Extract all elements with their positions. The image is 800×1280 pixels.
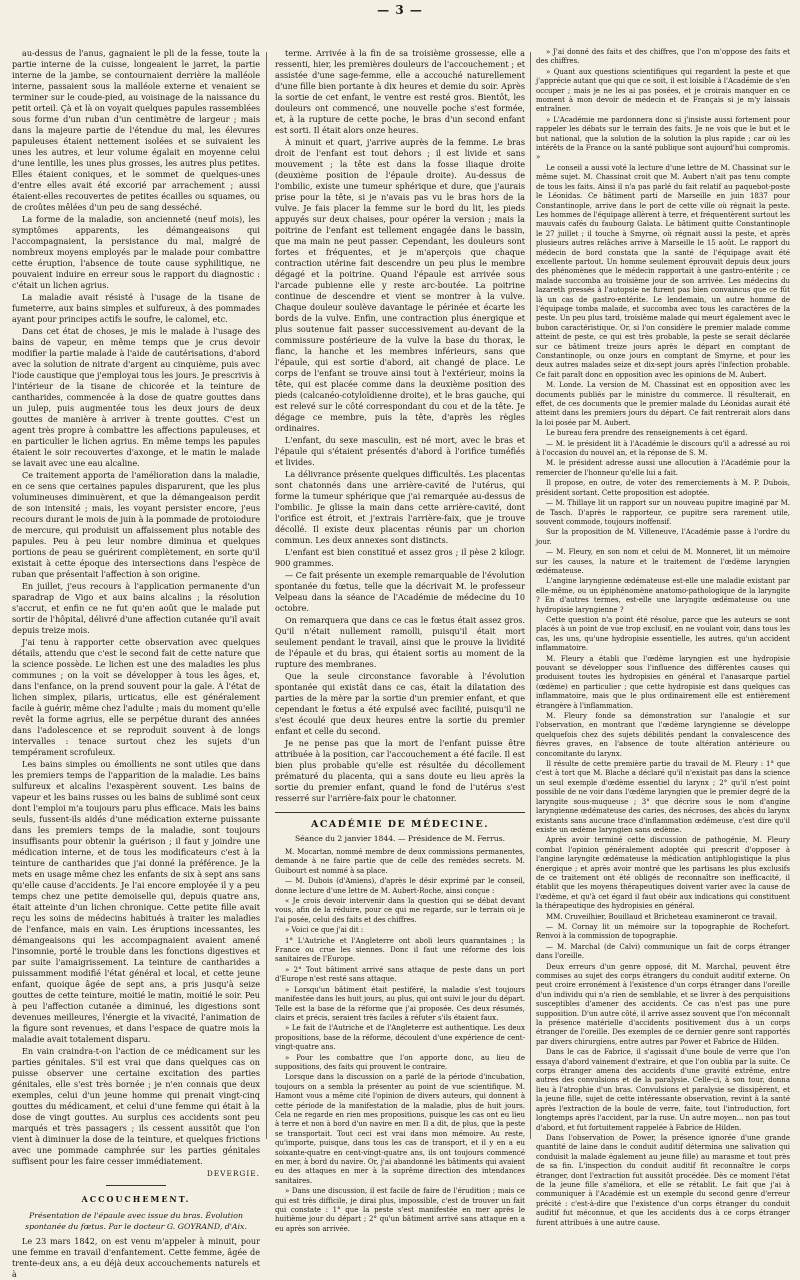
paragraph: En juillet, j'eus recours à l'application permanente d'un sparadrap de Vigo et aux bains alcalins ; la résolution s'accrut, et enfin ce ne fut qu'en août que le malade put sortir de l'hôpital, délivré d'une affection cutanée qu'il avait depuis treize mois. <box>12 581 260 635</box>
session-line: Séance du 2 janvier 1844. — Présidence de M. Ferrus. <box>294 834 506 843</box>
section-divider <box>275 812 525 813</box>
column-rule <box>266 52 267 1139</box>
paragraph: — Ce fait présente un exemple remarquable de l'évolution spontanée du fœtus, telle que la décrivait M. le professeur Velpeau dans la séance de l'Académie de médecine du 10 octobre. <box>275 570 525 613</box>
paragraph: Dans cet état de choses, je mis le malade à l'usage des bains de vapeur, en même temps que je crus devoir modifier la partie malade à l'aide de cautérisations, d'abord avec la solution de nitrate d'argent au cinquième, puis avec l'iode caustique que j'employai tous les jours. Je prescrivis à l'intérieur de la tisane de chicorée et la teinture de cantharides, commencée à la dose de quatre gouttes dans un julep, puis augmentée tous les deux jours de deux gouttes de manière à arriver à trente gouttes. C'est un agent très propre à combattre les affections papuleuses, et en particulier le lichen agrius. En même temps les papules étaient le soir recouvertes d'axonge, et le matin le malade se lavait avec une eau alcaline. <box>12 326 260 468</box>
paragraph: M. Fleury fonde sa démonstration sur l'analogie et sur l'observation, en montrant que l'œdème laryngienne se développe quelquefois chez des sujets débilités pendant la convalescence des fièvres graves, en l'absence de toute altération antérieure ou concomitante du larynx. <box>536 712 790 758</box>
section-heading: ACCOUCHEMENT. <box>81 1194 191 1204</box>
paragraph: En vain craindra-t-on l'action de ce médicament sur les parties génitales. S'il est vrai que dans quelques cas on puisse observer une certaine excitation des parties génitales, elle s'est très bornée ; je n'en connais que deux exemples, celui d'un jeune homme qui prenait vingt-cinq gouttes du médicament, et celui d'une femme qui était à la dose de vingt gouttes. Au surplus ces accidents sont peu marqués et très passagers ; ils cessent aussitôt que l'on vient à diminuer la dose de la teinture, et quelques frictions avec une pommade camphrée sur les parties génitales suffisent pour les faire cesser immédiatement. <box>12 1046 260 1166</box>
paragraph: M. Londe. La version de M. Chassinat est en opposition avec les documents publiés par le ministre du commerce. Il résulterait, en effet, de ces documents que le premier malade du Léonidas aurait été atteint dans les premiers jours du départ. Ce fait rentrerait alors dans la loi posée par M. Aubert. <box>536 381 790 427</box>
paragraph: « Je crois devoir intervenir dans la question qui se débat devant vous, afin de la réduire, pour ce qui me regarde, sur le terrain où je l'ai posée, celui des faits et des chiffres. <box>275 897 525 924</box>
paragraph: — M. Dubois (d'Amiens), d'après le désir exprimé par le conseil, donne lecture d'une lettre de M. Aubert-Roche, ainsi conçue : <box>275 877 525 895</box>
paragraph: » Quant aux questions scientifiques qui regardent la peste et que j'apprécie autant que qui que ce soit, il est loisible à l'Académie de s'en occuper ; mais je ne les ai pas posées, et je croirais manquer en ce moment à mon devoir de médecin et de Français si je m'y laissais entraîner. <box>536 67 790 114</box>
paragraph: Lorsque dans la discussion on a parlé de la période d'incubation, toujours on a sembla la présenter au point de vue scientifique. M. Hamont vous a même cité l'opinion de divers auteurs, qui donnent à cette période de la manifestation de la maladie, plus de huit jours. Cela ne regarde en rien mes propositions, puisque les cas ont eu lieu à terre et non à bord d'un navire en mer. Il a dit, de plus, que la peste se transportait. Tout ceci est vrai dans mon mémoire. Au reste, qu'importe, puisque, dans tous les cas de transport, et il y en a eu soixante-quatre en cent-vingt-quatre ans, ils ont toujours commencé en mer, à bord du navire. Or, j'ai abandonné les bâtiments qui avaient eu des attaques en mer à la suprême direction des intendances sanitaires. <box>275 1073 525 1185</box>
paragraph: — M. Fleury, en son nom et celui de M. Monneret, lit un mémoire sur les causes, la nature et le traitement de l'œdème laryngien œdémateuse. <box>536 548 790 575</box>
paragraph: Il propose, en outre, de voter des remerciements à M. P. Dubois, président sortant. Cette proposition est adoptée. <box>536 479 790 497</box>
column-rule <box>530 52 531 1139</box>
paragraph: La délivrance présente quelques difficultés. Les placentas sont chatonnés dans une arrière-cavité de l'utérus, qui forme la tumeur sphérique que j'ai remarquée au-dessus de l'ombilic. Je glisse la main dans cette arrière-cavité, dont l'orifice est étroit, et j'extrais l'arrière-faix, que je trouve décollé. Il existe deux placentas réunis par un chorion commun. Les deux annexes sont distincts. <box>275 469 525 545</box>
paragraph: Il résulte de cette première partie du travail de M. Fleury : 1° que c'est à tort que M. Blache a déclaré qu'il n'existait pas dans la science un seul exemple d'œdème essentiel du larynx ; 2° qu'il n'est point possible de ne voir dans l'œdème laryngien que le premier degré de la laryngite sous-muqueuse ; 3° que décrire sous le nom d'angine laryngienne œdémateuse des caries, des nécroses, des abcès du larynx existants sans aucune trace d'inflammation œdémeuse, c'est dire qu'il existe un œdème laryngien sans œdème. <box>536 760 790 834</box>
paragraph: J'ai tenu à rapporter cette observation avec quelques détails, attendu que c'est le second fait de cette nature que la science possède. Le lichen est une des maladies les plus communes ; on la voit se développer à tous les âges, et, dans l'enfance, on la prend souvent pour la gale. À l'état de lichen simplex, pilaris, urticatus, elle est généralement facile à guérir, même chez l'adulte ; mais du moment qu'elle revêt la forme agrius, elle se perpétue durant des années dans l'adolescence et se reproduit souvent à de longs intervalles : tenace surtout chez les sujets d'un tempérament scrofuleux. <box>12 637 260 757</box>
column-3 <box>536 48 790 1227</box>
column-1 <box>12 48 261 1279</box>
paragraph: Après avoir terminé cette discussion de pathogénie, M. Fleury combat l'opinion généralement adoptée qui prescrit d'opposer à l'angine laryngite œdémateuse la médication antiphlogistique la plus énergique ; et après avoir montré que les partisans les plus exclusifs de ce traitement ont été obligés de reconnaître son inefficacité, il établit que les moyens thérapeutiques doivent varier avec la cause de l'œdème, et qu'à cet égard il faut obéir aux indications qui constituent la thérapeutique des hydropisies en général. <box>536 836 790 911</box>
section-divider <box>106 1185 166 1186</box>
paragraph: Je ne pense pas que la mort de l'enfant puisse être attribuée à la position, car l'accouchement a été facile. Il est bien plus probable qu'elle est résultée du décollement prématuré du placenta, qui a sans doute eu lieu après la sortie du premier enfant, quand le fond de l'utérus s'est resserré sur l'arrière-faix pour le chatonner. <box>275 738 525 803</box>
paragraph: On remarquera que dans ce cas le fœtus était assez gros. Qu'il n'était nullement ramolli, puisqu'il était mort seulement pendant le travail, ainsi que le prouve la lividité de l'épaule et du bras, qui étaient sortis au moment de la rupture des membranes. <box>275 615 525 669</box>
paragraph: » J'ai donné des faits et des chiffres, que l'on m'oppose des faits et des chiffres. <box>536 48 790 66</box>
paragraph: Les bains simples ou émollients ne sont utiles que dans les premiers temps de l'apparition de la maladie. Les bains sulfureux et alcalins l'exaspèrent souvent. Les bains de vapeur et les bains russes ou les bains de sublimé sont ceux dont l'emploi m'a toujours paru plus efficace. Mais les bains seuls, fussent-ils aidés d'une médication externe puissante dans les premiers temps de la maladie, sont toujours insuffisants pour obtenir la guérison ; il faut y joindre une médication interne, et de tous les modificateurs c'est à la teinture de cantharides que j'ai donné la préférence. Je la mets en usage même chez les enfants de six à sept ans sans qu'elle cause d'accidents. Je l'ai encore employée il y a peu temps chez une petite demoiselle qui, depuis quatre ans, était atteinte d'un lichen chronique. Cette petite fille avait reçu les soins de médecins habitués à traiter les maladies de l'enfance, mais en vain. Les éruptions incessantes, les démangeaisons qui les accompagnaient avaient amené l'insomnie, porté le trouble dans les fonctions digestives et par suite l'amaigrissement. La teinture de cantharides a puissamment modifié l'état général et local, et cette jeune enfant, quoique âgée de sept ans, a pris jusqu'à seize gouttes de cette teinture, moitié le matin, moitié le soir. Peu à peu l'affection cutanée a diminué, les digestions sont devenues meilleures, l'énergie et la vivacité, l'animation de la figure sont revenues, et dans l'espace de quatre mois la maladie avait totalement disparu. <box>12 759 260 1044</box>
paragraph: Dans le cas de Fabrice, il s'agissait d'une boule de verre que l'on essaya d'abord vainement d'extraire, et que l'on oublia par la suite. Ce corps étranger amena des accidents d'une gravité extrême, entre autres des convulsions et de la paralysie. Celle-ci, à son tour, donna lieu à l'atrophie d'un bras. Convulsions et paralysie se dissipèrent, et la jeune fille, sujet de cette intéressante observation, revint à la santé après l'extraction de la boule de verre, faite, tout l'introduction, fort longtemps après l'accident, par la ruse. Un autre moyen... non pas tout d'abord, et fut fortuitement rappelée à Fabrice de Hilden. <box>536 1048 790 1132</box>
article-subtitle: Présentation de l'épaule avec issue du bras. Évolution spontanée du fœtus. Par le docteur G. GOYRAND, d'Aix. <box>25 1211 247 1231</box>
paragraph: » L'Académie me pardonnera donc si j'insiste aussi fortement pour rappeler les débats sur le terrain des faits. Je ne vois que le but et le but national, que la solution de la solution la plus rapide ; car où les intérêts de la France ou la santé publique sont aujourd'hui compromis. » <box>536 115 790 162</box>
paragraph: Cette question n'a point été résolue, parce que les auteurs se sont placés à un point de vue trop exclusif, en ne voulant voir, dans tous les cas, les uns, qu'une hydropisie essentielle, les autres, qu'un accident inflammatoire. <box>536 615 790 653</box>
paragraph: Le 23 mars 1842, on est venu m'appeler à minuit, pour une femme en travail d'enfantement. Cette femme, âgée de trente-deux ans, a eu déjà deux accouchements naturels et à <box>12 1236 260 1279</box>
paragraph: La forme de la maladie, son ancienneté (neuf mois), les symptômes apparents, les démangeaisons qui l'accompagnaient, la persistance du mal, malgré de nombreux moyens employés par le malade pour combattre cette éruption, l'absence de toute cause syphilitique, ne pouvaient induire en erreur sous le rapport du diagnostic : c'était un lichen agrius. <box>12 214 260 290</box>
paragraph: L'enfant, du sexe masculin, est né mort, avec le bras et l'épaule qui s'étaient présentés d'abord à l'orifice tuméfiés et livides. <box>275 435 525 467</box>
paragraph: au-dessus de l'anus, gagnaient le pli de la fesse, toute la partie interne de la cuisse, longeaient le jarret, la partie interne de la jambe, se contournaient derrière la malléole interne, passaient sous la malléole externe et venaient se terminer sur le coude-pied, au voisinage de la naissance du petit orteil. Çà et là on voyait quelques papules rassemblées sous forme d'un ruban d'un centimètre de largeur ; mais dans la majeure partie de l'étendue du mal, les élevures papuleuses étaient nettement isolées et se suivaient les unes les autres, et leur volume égalait en moyenne celui d'une lentille, les unes plus grosses, les autres plus petites. Elles étaient coniques, et le sommet de quelques-unes d'entre elles avait été excorié par arrachement ; aussi étaient-elles recouvertes de petites écailles ou squames, ou de croûtes mêlées d'un peu de sang desséché. <box>12 48 261 212</box>
paragraph: MM. Cruveilhier, Bouillaud et Bricheteau examineront ce travail. <box>546 912 778 921</box>
paragraph: M. Fleury a établi que l'œdème laryngien est une hydropisie pouvant se développer sous l'influence des différentes causes qui produisent toutes les hydropisies en général et l'anasarque partiel (œdème) en particulier ; que cette hydropisie est dans quelques cas inflammatoire, mais que le plus ordinairement elle est entièrement étrangère à l'inflammation. <box>536 654 790 710</box>
paragraph: terme. Arrivée à la fin de sa troisième grossesse, elle a ressenti, hier, les premières douleurs de l'accouchement ; et assistée d'une sage-femme, elle a accouché naturellement d'une fille bien portante à dix heures et demie du soir. Après la sortie de cet enfant, le ventre est resté gros. Bientôt, les douleurs ont commencé, une nouvelle poche s'est formée, et, à la rupture de cette poche, le bras d'un second enfant est sorti. Il était alors onze heures. <box>275 48 525 135</box>
column-2 <box>275 48 525 1233</box>
paragraph: 1° L'Autriche et l'Angleterre ont aboli leurs quarantaines ; la France ou crue les siennes. Donc il faut une réforme des lois sanitaires de l'Europe. <box>275 936 525 964</box>
paragraph: La maladie avait résisté à l'usage de la tisane de fumeterre, aux bains simples et sulfureux, à des pommades ayant pour principes actifs le soufre, le calomel, etc. <box>12 292 260 324</box>
paragraph: M. Mocartan, nommé membre de deux commissions permanentes, demande à ne faire partie que de celle des remèdes secrets. M. Guibourt est nommé à sa place. <box>275 848 525 875</box>
paragraph: L'angine laryngienne œdémateuse est-elle une maladie existant par elle-même, ou un épiphénomène anatomo-pathologique de la laryngite ? En d'autres termes, est-elle une laryngite œdémateuse ou une hydropisie laryngienne ? <box>536 577 790 614</box>
author-signature: DEVERGIE. <box>206 1169 260 1178</box>
section-heading: ACADÉMIE DE MÉDECINE. <box>310 819 490 830</box>
paragraph: Sur la proposition de M. Villeneuve, l'Académie passe à l'ordre du jour. <box>536 528 790 546</box>
paragraph: » 2° Tout bâtiment arrivé sans attaque de peste dans un port d'Europe n'est resté sans attaque. <box>275 965 525 984</box>
paragraph: À minuit et quart, j'arrive auprès de la femme. Le bras droit de l'enfant est tout dehors ; il est livide et sans mouvement ; la tête est dans la fosse iliaque droite (deuxième position de l'épaule droite). Au-dessus de l'ombilic, existe une tumeur sphérique et dure, que j'aurais prise pour la tête, si je n'avais pas vu le bras hors de la vulve. Je fais placer la femme sur le bord du lit, les pieds appuyés sur deux chaises, pour opérer la version ; mais la poitrine de l'enfant est tellement engagée dans le bassin, que ma main ne peut passer. Cependant, les douleurs sont fortes et fréquentes, et je m'aperçois que chaque contraction utérine fait descendre un peu plus le membre dégagé et la poitrine. Quand l'épaule est arrivée sous l'arcade pubienne elle y reste arc-boutée. La poitrine continue de descendre et vient se montrer à la vulve. Chaque douleur soulève davantage le périnée et écarte les bords de la vulve. Enfin, une contraction plus énergique et plus soutenue fait passer successivement au-devant de la commissure postérieure de la vulve la base du thorax, le flanc, la hanche et les membres inférieurs, sans que l'épaule, qui est sortie d'abord, ait changé de place. Le corps de l'enfant se trouve ainsi tout à l'extérieur, moins la tête, qui est placée comme dans la deuxième position des pieds (calcanéo-cotyloïdienne droite), et le bras gauche, qui est relevé sur le côté correspondant du cou et de la tête. Je dégage ce membre, puis la tête, d'après les règles ordinaires. <box>275 137 525 433</box>
paragraph: — M. le président lit à l'Académie le discours qu'il a adressé au roi à l'occasion du nouvel an, et la réponse de S. M. <box>536 439 790 458</box>
paragraph: Ce traitement apporta de l'amélioration dans la maladie, en ce sens que certaines papules disparurent, que les plus volumineuses diminuèrent, et que la démangeaison perdit de son intensité ; mais, les voyant persister encore, j'eus recours durant le mois de juin à la pommade de protoiodure de mercure, qui produisit un affaissement plus notable des papules. Peu à peu leur nombre diminua et quelques portions de peau se guérirent complètement, en sorte qu'il existait à cette époque des intersections dans l'espèce de ruban que présentait l'affection à son origine. <box>12 470 260 579</box>
paragraph: Le bureau fera prendre des renseignements à cet égard. <box>546 429 748 438</box>
page-number: — 3 — <box>377 3 423 17</box>
paragraph: — M. Marchal (de Calvi) communique un fait de corps étranger dans l'oreille. <box>536 942 790 961</box>
paragraph: Deux erreurs d'un genre opposé, dit M. Marchal, peuvent être commises au sujet des corps étrangers du conduit auditif externe. On peut croire erronément à l'existence d'un corps étranger dans l'oreille d'un individu qui n'a rien de semblable, et se livrer à des perquisitions susceptibles d'amener des accidents. Ce cas n'est pas une pure supposition. D'un autre côté, il arrive assez souvent que l'on méconnaît la présence matérielle d'accidents positivement dus à un corps étranger de l'oreille. Des exemples de ce dernier genre sont rapportés par divers chirurgiens, entre autres par Power et Fabrice de Hilden. <box>536 962 790 1046</box>
paragraph: Dans l'observation de Power, la présence ignorée d'une grande quantité de laine dans le conduit auditif détermina une salivation qui conduisit la malade également au jeune fille) au marasme et tout près de sa fin. L'inspection du conduit auditif fit reconnaître le corps étranger, dont l'extraction fut aussitôt procédée. Dès ce moment l'état de la jeune fille s'améliora, et elle se rétablit. Le fait que j'ai à communiquer à l'Académie est un exemple du second genre d'erreur précité : c'est-à-dire que l'existence d'un corps étranger du conduit auditif fut méconnue, et que les accidents dus à ce corps étranger furent attribués à une autre cause. <box>536 1133 790 1227</box>
paragraph: Que la seule circonstance favorable à l'évolution spontanée qui existât dans ce cas, était la dilatation des parties de la mère par la sortie d'un premier enfant, et que cependant le fœtus a été expulsé avec facilité, puisqu'il ne s'est écoulé que deux heures entre la sortie du premier enfant et celle du second. <box>275 671 525 736</box>
paragraph: » Voici ce que j'ai dit : <box>285 926 364 935</box>
paragraph: L'enfant est bien constitué et assez gros ; il pèse 2 kilogr. 900 grammes. <box>275 547 525 568</box>
paragraph: Le conseil a aussi voté la lecture d'une lettre de M. Chassinat sur le même sujet. M. Chassinat croit que M. Aubert n'ait pas tenu compte de tous les faits. Ainsi il n'a pas parlé du fait relatif au paquebot-poste le Léonidas. Ce bâtiment parti de Marseille en juin 1837 pour Constantinople, arrive dans le port de cette ville où régnait la peste. Les hommes de l'équipage allèrent à terre, et fréquentèrent surtout les mauvais cafés du faubourg Galata. Le bâtiment quitte Constantinople le 27 juillet ; il touche à Smyrne, où régnait aussi la peste, et après plusieurs autres relâches arrive à Marseille le 15 août. Le rapport du médecin de bord constata que la santé de l'équipage avait été excellente partout. Un homme seulement éprouvait depuis deux jours des phénomènes que le médecin rapportait à une gastro-entérite ; ce malade succomba au troisième jour de son arrivée. Les médecins du lazareth pressés à l'autopsie ne furent pas bien convaincus que ce fût là un cas de gastro-entérite. Le lendemain, un autre homme de l'équipage tomba malade, et succomba avec tous les caractères de la peste. Un peu plus tard, troisième malade qui meurt également avec le bubon caractéristique. Or, si l'on considère le premier malade comme atteint de peste, ce qui est très probable, la peste se serait déclarée sur ce bâtiment treize jours après le départ en comptant de Constantinople, ou onze jours en comptant de Smyrne, et pour les deux autres malades seize et dix-sept jours après l'infection probable. Ce fait paraît donc en opposition avec les opinions de M. Aubert. <box>536 163 790 379</box>
paragraph: M. le président adresse aussi une allocution à l'Académie pour la remercier de l'honneur qu'elle lui a fait. <box>536 459 790 477</box>
paragraph: » Dans une discussion, il est facile de faire de l'érudition ; mais ce qui est très difficile, je dirai plus, impossible, c'est de trouver un fait qui constate : 1° que la peste s'est manifestée en mer après le huitième jour du départ ; 2° qu'un bâtiment arrivé sans attaque en a eu après son arrivée. <box>275 1187 525 1233</box>
paragraph: » Le fait de l'Autriche et de l'Angleterre est authentique. Les deux propositions, base de la réforme, découlent d'une expérience de cent-vingt-quatre ans. <box>275 1024 525 1052</box>
paragraph: » Lorsqu'un bâtiment était pestiféré, la maladie s'est toujours manifestée dans les huit jours, au plus, qui ont suivi le jour du départ. Telle est la base de la réforme que j'ai proposée. Ces deux résumés, clairs et précis, seraient très faciles à réfuter s'ils étaient faux. <box>275 985 525 1022</box>
paragraph: » Pour les combattre que l'on apporte donc, au lieu de suppositions, des faits qui prouvent le contraire. <box>275 1053 525 1071</box>
paragraph: — M. Cornay lit un mémoire sur la topographie de Rochefort. Renvoi à la commission de topographie. <box>536 922 790 941</box>
paragraph: — M. Thillaye lit un rapport sur un nouveau pupitre imaginé par M. de Tasch. D'après le rapporteur, ce pupitre sera rarement utile, souvent commode, toujours inoffensif. <box>536 499 790 526</box>
